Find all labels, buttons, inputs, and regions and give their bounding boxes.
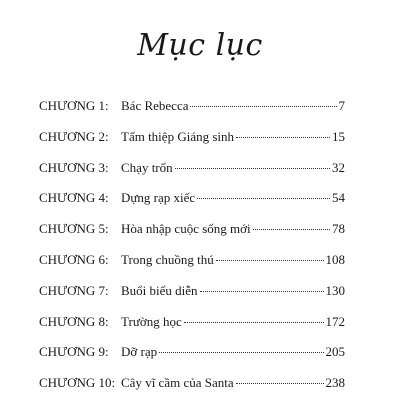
dot-leader: [200, 291, 324, 292]
toc-entry-6: [39, 252, 345, 283]
chapter-number: CHƯƠNG 3:: [39, 159, 109, 175]
toc-entry-5: [39, 221, 345, 252]
chapter-title: Cây vĩ cầm của Santa: [121, 375, 234, 391]
dot-leader: [197, 198, 330, 199]
chapter-number: CHƯƠNG 2:: [39, 128, 109, 144]
chapter-title: Hòa nhập cuộc sống mới: [121, 221, 251, 237]
toc-list: [39, 98, 345, 406]
chapter-title: Trong chuồng thú: [121, 251, 214, 267]
chapter-number: CHƯƠNG 1:: [39, 98, 109, 113]
page-number: 238: [325, 375, 345, 391]
chapter-title: Dỡ rạp: [121, 344, 158, 360]
chapter-title: Dựng rạp xiếc: [121, 190, 196, 206]
chapter-title: Trường học: [121, 313, 182, 329]
toc-entry-4: [39, 190, 345, 221]
chapter-number: CHƯƠNG 10:: [39, 375, 116, 391]
toc-entry-8: [39, 314, 345, 345]
chapter-number: CHƯƠNG 9:: [39, 344, 109, 360]
toc-entry-9: [39, 344, 345, 375]
toc-entry-10: [39, 375, 345, 406]
chapter-title: Bác Rebecca: [121, 98, 189, 113]
chapter-number: CHƯƠNG 7:: [39, 282, 109, 298]
page-number: 108: [325, 251, 345, 267]
dot-leader: [184, 322, 324, 323]
page-number: 54: [332, 190, 345, 206]
chapter-number: CHƯƠNG 5:: [39, 221, 109, 237]
chapter-title: Buổi biểu diễn: [121, 282, 198, 298]
page-number: 172: [325, 313, 345, 329]
page-number: 205: [325, 344, 345, 360]
dot-leader: [236, 383, 324, 384]
page-number: 130: [325, 282, 345, 298]
chapter-number: CHƯƠNG 8:: [39, 313, 109, 329]
toc-entry-2: [39, 129, 345, 160]
chapter-title: Tấm thiệp Giáng sinh: [121, 128, 235, 144]
toc-entry-7: [39, 283, 345, 314]
chapter-number: CHƯƠNG 6:: [39, 251, 109, 267]
page-number: 15: [332, 128, 345, 144]
dot-leader: [253, 229, 330, 230]
dot-leader: [159, 352, 323, 353]
chapter-number: CHƯƠNG 4:: [39, 190, 109, 206]
page-number: 32: [332, 159, 345, 175]
dot-leader: [236, 137, 330, 138]
page-number: 78: [332, 221, 345, 237]
page-number: 7: [338, 98, 345, 113]
toc-entry-1: [39, 98, 345, 129]
dot-leader: [190, 106, 336, 107]
toc-title: Mục lục: [137, 28, 263, 63]
dot-leader: [216, 260, 324, 261]
dot-leader: [175, 168, 330, 169]
toc-entry-3: [39, 160, 345, 191]
chapter-title: Chạy trốn: [121, 159, 173, 175]
